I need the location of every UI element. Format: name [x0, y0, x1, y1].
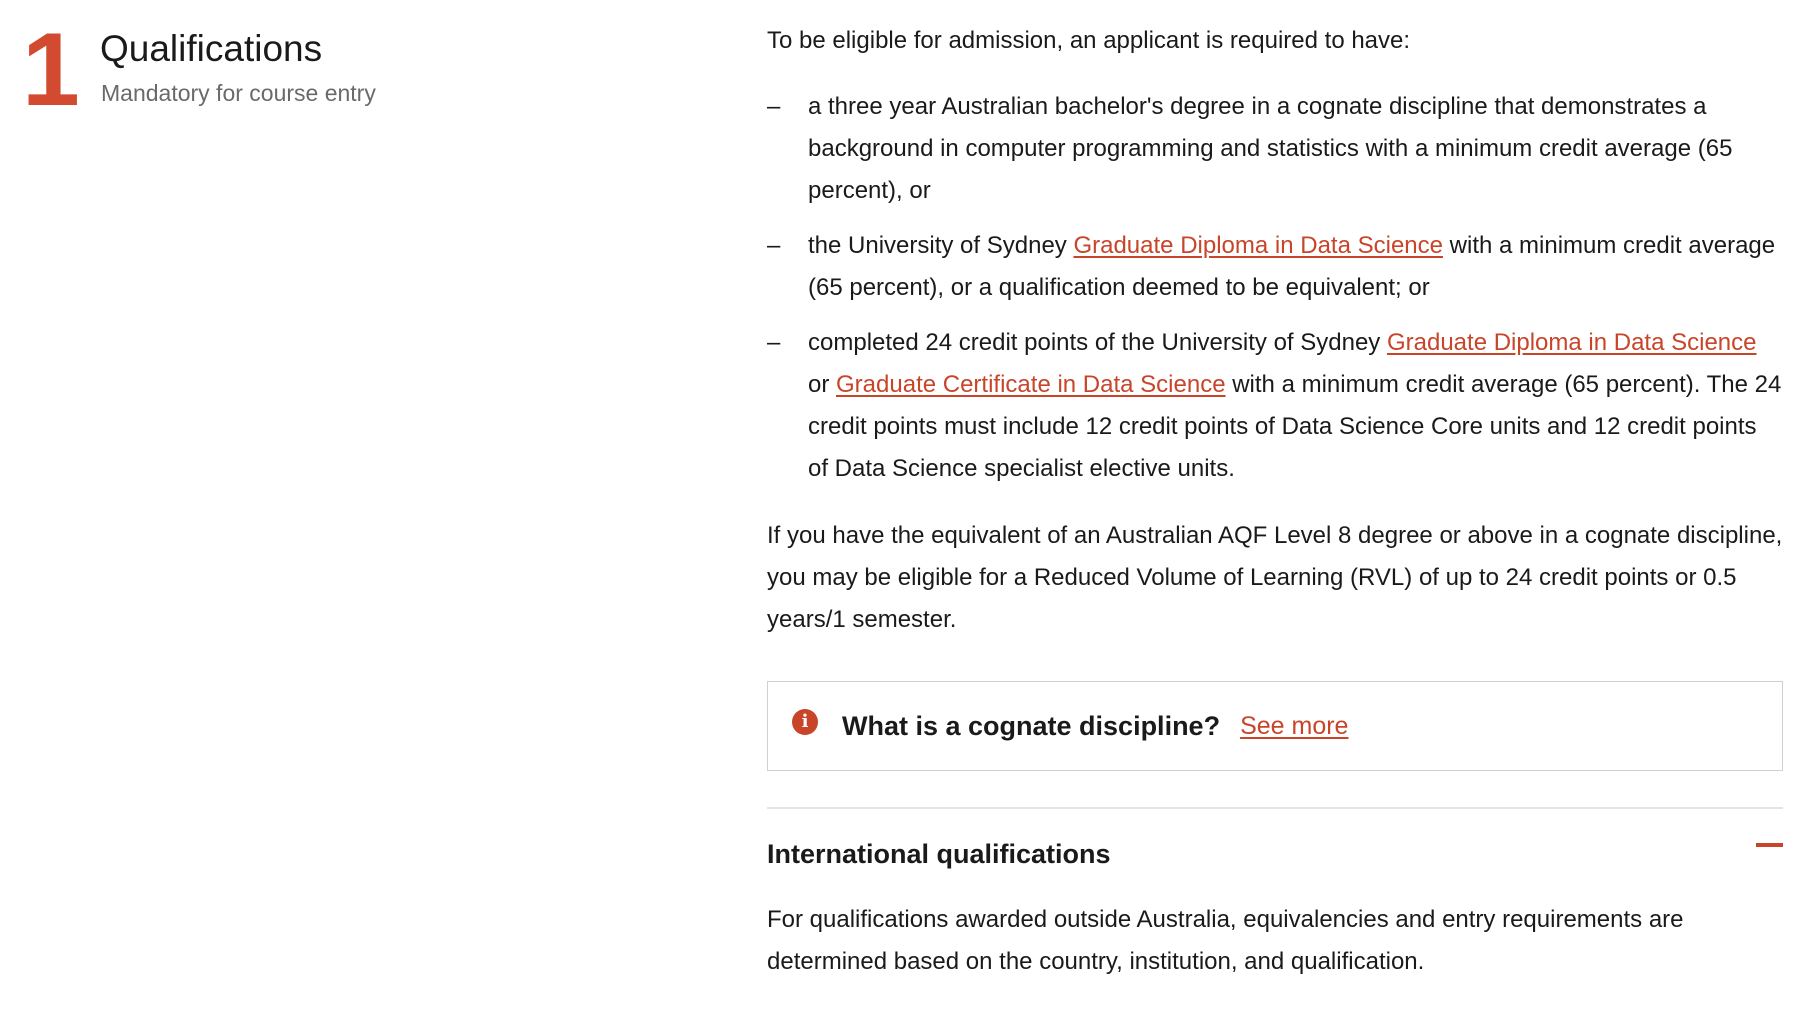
- list-item-text: completed 24 credit points of the University of Sydney: [808, 329, 1387, 356]
- graduate-diploma-link[interactable]: Graduate Diploma in Data Science: [1386, 329, 1757, 356]
- dash-bullet: –: [767, 93, 781, 120]
- info-icon: i: [792, 709, 818, 735]
- step-number: 1: [22, 12, 80, 128]
- dash-bullet: –: [767, 329, 781, 356]
- step-title: Qualifications: [100, 28, 323, 69]
- list-item-text: or: [808, 371, 837, 398]
- graduate-certificate-link[interactable]: Graduate Certificate in Data Science: [836, 371, 1226, 398]
- minus-icon[interactable]: [1756, 843, 1783, 847]
- list-item-text: with a minimum credit average (65 percent). The 24 credit points must include 12 credit points of Data Science Core units and 12 credit points of Data Science specialist elective units.: [808, 371, 1782, 482]
- requirements-list: [767, 86, 1783, 490]
- accordion-body: For qualifications awarded outside Australia, equivalencies and entry requirements are determined based on the country, institution, and qualification.: [767, 906, 1684, 975]
- step-subtitle: Mandatory for course entry: [101, 80, 376, 106]
- accordion-title: International qualifications: [767, 839, 1111, 869]
- accordion-header-international[interactable]: [767, 809, 1783, 899]
- requirements-content: [767, 20, 1783, 983]
- list-item: [767, 225, 1783, 309]
- dash-bullet: –: [767, 232, 781, 259]
- list-item: [767, 86, 1783, 212]
- graduate-diploma-link[interactable]: Graduate Diploma in Data Science: [1073, 232, 1443, 259]
- list-item-text: with a minimum credit average (65 percent), or a qualification deemed to be equivalent; or: [808, 232, 1776, 301]
- list-item-text: a three year Australian bachelor's degree in a cognate discipline that demonstrates a background in computer programming and statistics with a minimum credit average (65 percent), or: [808, 93, 1733, 204]
- cognate-callout: [767, 681, 1783, 771]
- see-more-link[interactable]: See more: [1240, 712, 1349, 740]
- requirements-intro: To be eligible for admission, an applicant is required to have:: [767, 27, 1411, 54]
- rvl-paragraph: If you have the equivalent of an Australian AQF Level 8 degree or above in a cognate discipline, you may be eligible for a Reduced Volume of Learning (RVL) of up to 24 credit points or 0.5 years/1 semester.: [767, 522, 1783, 633]
- callout-title: What is a cognate discipline?: [842, 711, 1221, 741]
- list-item: [767, 322, 1783, 490]
- list-item-text: the University of Sydney: [808, 232, 1074, 259]
